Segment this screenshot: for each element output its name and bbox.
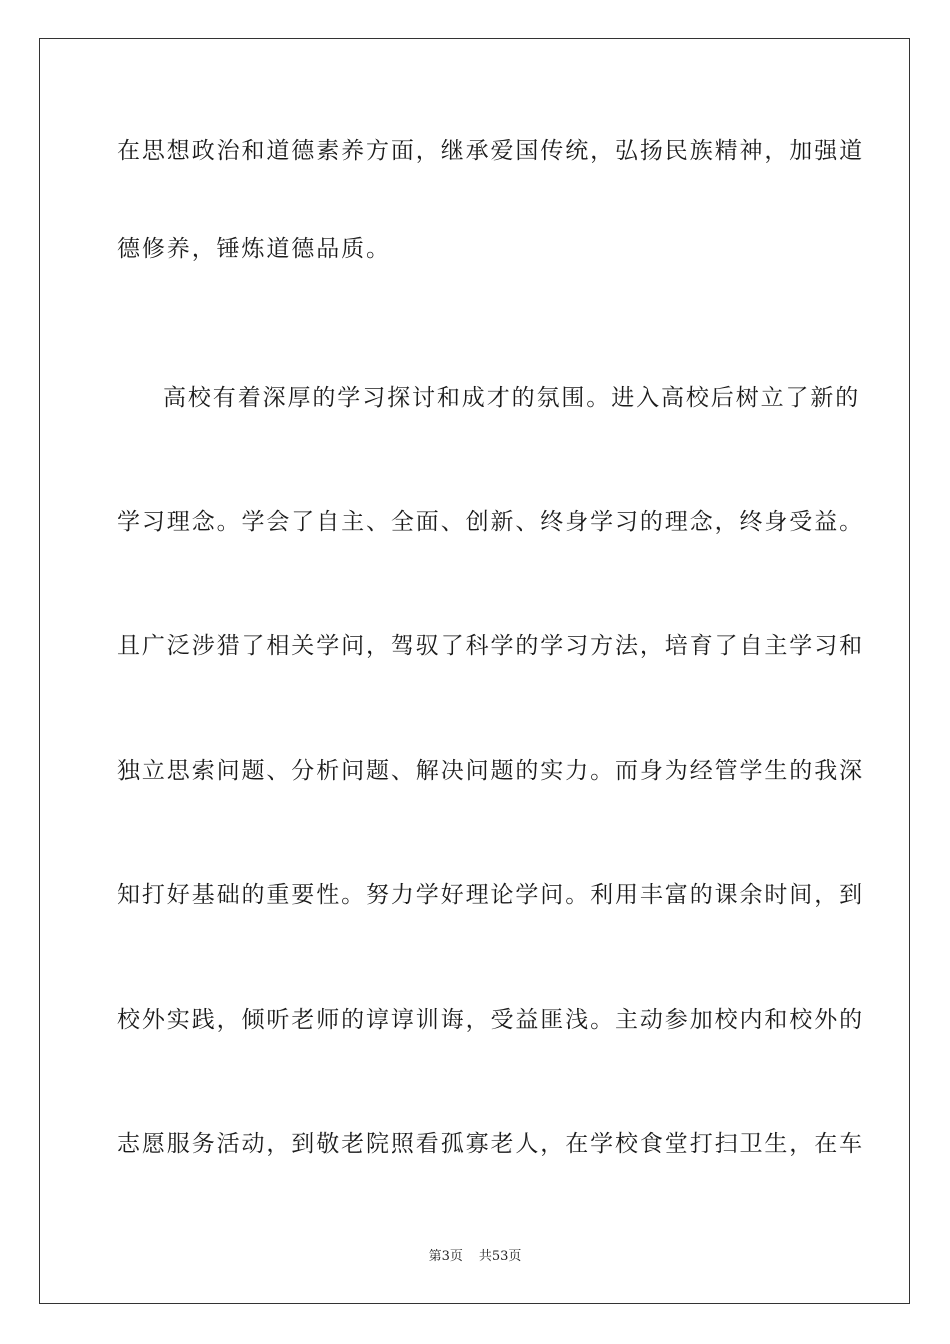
text-line-3: 高校有着深厚的学习探讨和成才的氛围。进入高校后树立了新的 <box>163 385 861 411</box>
page-total: 共53页 <box>478 1249 522 1264</box>
text-line-5: 且广泛涉猎了相关学问，驾驭了科学的学习方法，培育了自主学习和 <box>117 633 864 659</box>
page-border <box>39 38 910 1304</box>
page-footer <box>0 1248 950 1266</box>
text-line-6: 独立思索问题、分析问题、解决问题的实力。而身为经管学生的我深 <box>117 758 864 784</box>
page-number: 第3页 <box>428 1249 463 1264</box>
text-line-7: 知打好基础的重要性。努力学好理论学问。利用丰富的课余时间，到 <box>117 882 864 908</box>
text-line-8: 校外实践，倾听老师的谆谆训诲，受益匪浅。主动参加校内和校外的 <box>117 1007 864 1033</box>
text-line-9: 志愿服务活动，到敬老院照看孤寡老人，在学校食堂打扫卫生，在车 <box>117 1131 864 1157</box>
text-line-2: 德修养，锤炼道德品质。 <box>117 236 391 262</box>
text-line-1: 在思想政治和道德素养方面，继承爱国传统，弘扬民族精神，加强道 <box>117 138 864 164</box>
text-line-4: 学习理念。学会了自主、全面、创新、终身学习的理念，终身受益。 <box>117 509 864 535</box>
